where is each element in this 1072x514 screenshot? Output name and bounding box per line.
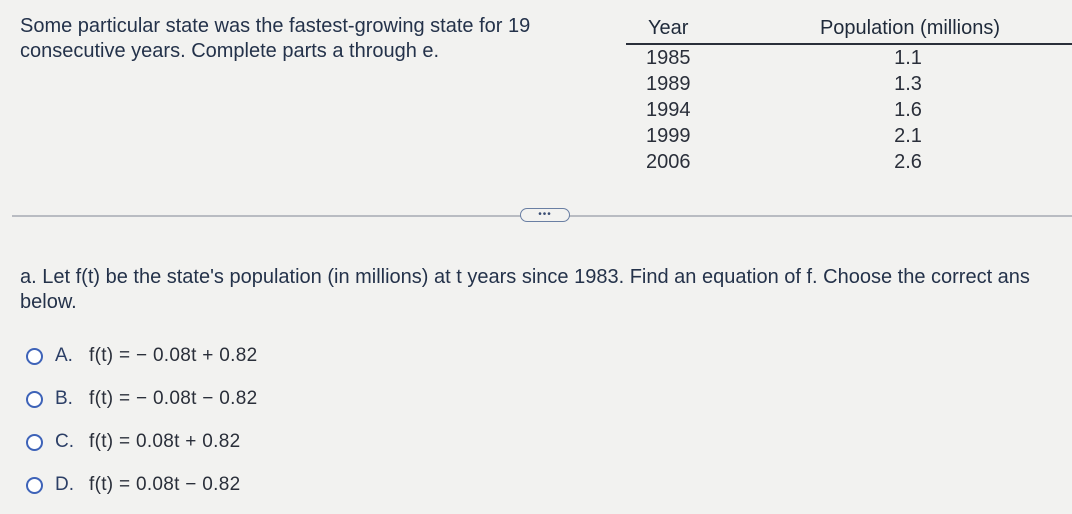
expand-more-button[interactable] [520, 208, 570, 222]
table-header-row [626, 14, 1072, 44]
option-equation: f(t) = 0.08t + 0.82 [89, 431, 241, 452]
year-cell: 2006 [646, 151, 691, 173]
header-population: Population (millions) [748, 14, 1072, 44]
question-line-1: a. Let f(t) be the state's population (in millions) at t years since 1983. Find an equation of f. Choose the correct ans [20, 266, 1030, 288]
population-table [626, 14, 1072, 175]
option-equation: f(t) = − 0.08t − 0.82 [89, 388, 258, 409]
population-cell: 1.3 [894, 73, 922, 95]
year-cell: 1989 [646, 73, 691, 95]
option-letter: D. [55, 474, 74, 495]
answer-options [26, 342, 257, 514]
table-row [626, 71, 1072, 97]
population-cell: 2.6 [894, 151, 922, 173]
intro-line-1: Some particular state was the fastest-growing state for 19 [20, 15, 531, 37]
population-cell: 1.6 [894, 99, 922, 121]
population-cell: 2.1 [894, 125, 922, 147]
population-cell: 1.1 [894, 47, 922, 69]
option-equation: f(t) = 0.08t − 0.82 [89, 474, 241, 495]
option-a[interactable] [26, 342, 257, 370]
option-letter: C. [55, 431, 74, 452]
question-text [20, 265, 1072, 315]
radio-button[interactable] [26, 477, 43, 494]
intro-line-2: consecutive years. Complete parts a through e. [20, 40, 440, 62]
option-letter: B. [55, 388, 73, 409]
year-cell: 1985 [646, 47, 691, 69]
option-c[interactable] [26, 428, 257, 456]
radio-button[interactable] [26, 434, 43, 451]
option-letter: A. [55, 345, 73, 366]
option-d[interactable] [26, 471, 257, 499]
question-line-2: below. [20, 291, 77, 313]
option-equation: f(t) = − 0.08t + 0.82 [89, 345, 258, 366]
year-cell: 1999 [646, 125, 691, 147]
table-row [626, 123, 1072, 149]
table-row [626, 149, 1072, 175]
table-row [626, 97, 1072, 123]
option-b[interactable] [26, 385, 257, 413]
table-row [626, 44, 1072, 71]
problem-intro [20, 14, 580, 64]
radio-button[interactable] [26, 348, 43, 365]
radio-button[interactable] [26, 391, 43, 408]
ellipsis-icon: ••• [538, 209, 552, 220]
header-year: Year [626, 14, 748, 44]
year-cell: 1994 [646, 99, 691, 121]
